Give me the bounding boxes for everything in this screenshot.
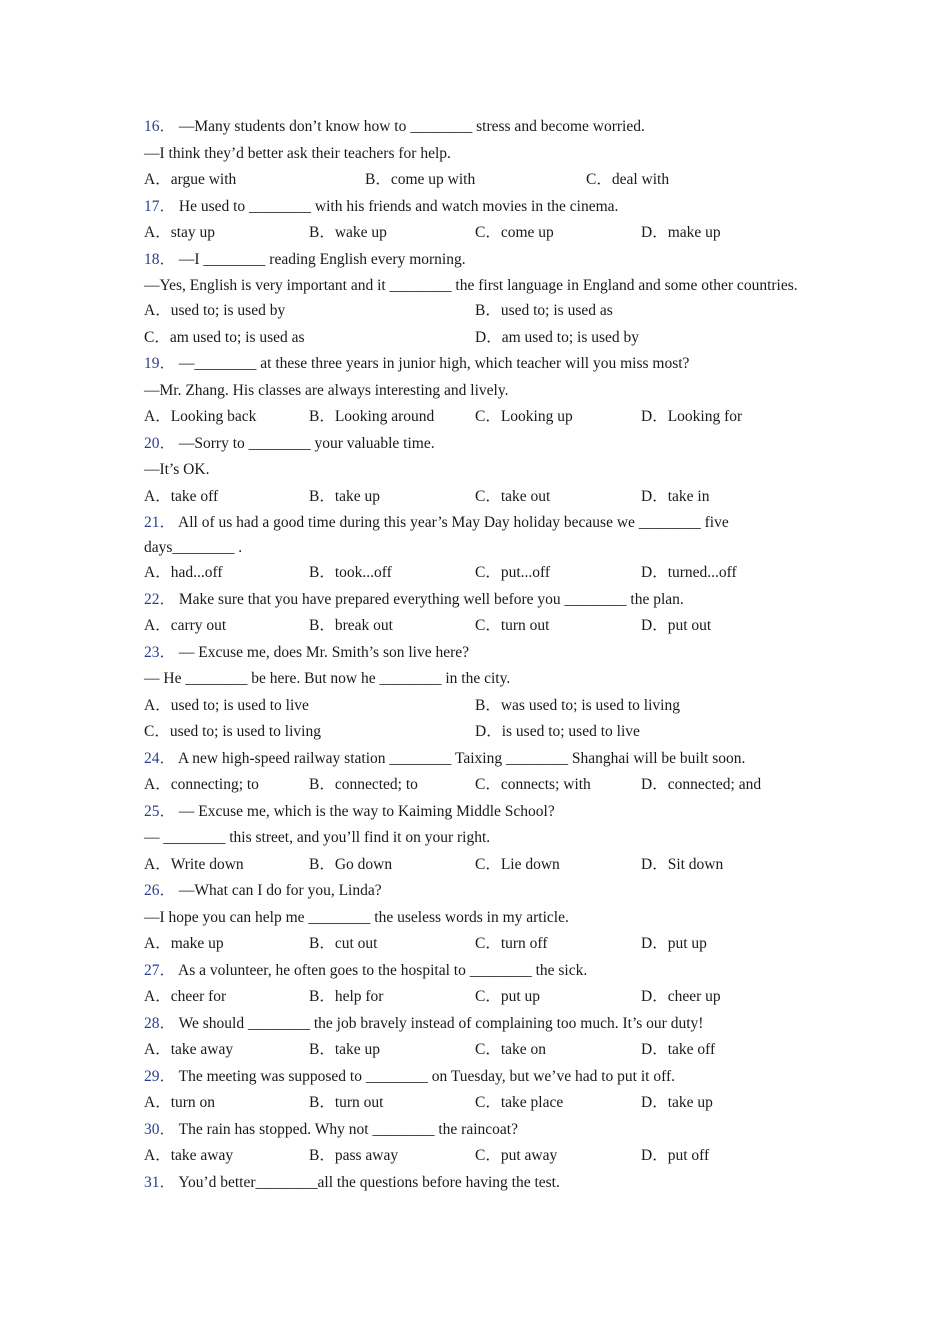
question-text: You’d better________all the questions before having the test. (175, 1173, 560, 1191)
question-list (144, 114, 804, 1196)
option-c[interactable]: C．turn out (475, 617, 550, 634)
option-b[interactable]: B．take up (309, 1041, 381, 1058)
option-c[interactable]: C．am used to; is used as (144, 328, 305, 346)
options-row (144, 613, 804, 640)
option-b[interactable]: B．was used to; is used to living (475, 696, 680, 714)
option-b[interactable]: B．turn out (309, 1094, 384, 1111)
option-c[interactable]: C．connects; with (475, 776, 591, 793)
question (144, 1011, 804, 1064)
question (144, 1117, 804, 1170)
question-text: He used to ________ with his friends and watch movies in the cinema. (175, 197, 619, 215)
question-text: —Many students don’t know how to ________ stress and become worried. (175, 118, 645, 135)
options-row (144, 325, 804, 352)
option-c[interactable]: C．take on (475, 1041, 547, 1058)
option-b[interactable]: B．pass away (309, 1147, 399, 1164)
option-d[interactable]: D．put up (641, 935, 707, 952)
options-row (144, 220, 804, 247)
question-number: 21． (144, 514, 176, 531)
dialogue-line: — He ________ be here. But now he ________ in the city. (144, 670, 511, 687)
question (144, 114, 804, 194)
question-text: —________ at these three years in junior high, which teacher will you miss most? (175, 355, 690, 372)
options-row (144, 560, 804, 587)
option-a[interactable]: A．carry out (144, 617, 227, 634)
option-b[interactable]: B．take up (309, 487, 381, 505)
option-d[interactable]: D．am used to; is used by (475, 328, 640, 346)
option-b[interactable]: B．break out (309, 617, 393, 634)
options-row (144, 852, 804, 879)
option-c[interactable]: C．Lie down (475, 855, 560, 873)
option-a[interactable]: A．used to; is used to live (144, 696, 309, 714)
options-row (144, 404, 804, 431)
question-number: 31． (144, 1173, 176, 1191)
option-d[interactable]: D．turned...off (641, 564, 737, 581)
question-stem (144, 1064, 804, 1091)
option-b[interactable]: B．come up with (365, 171, 476, 188)
question-text: — Excuse me, which is the way to Kaiming Middle School? (175, 802, 555, 820)
option-c[interactable]: C．turn off (475, 935, 548, 952)
question-stem (144, 194, 804, 221)
question-number: 19． (144, 355, 176, 372)
option-d[interactable]: D．take in (641, 487, 710, 505)
question-stem (144, 247, 804, 274)
question-number: 22． (144, 590, 176, 608)
dialogue-line: —Yes, English is very important and it ________ the first language in England and some other countries. (144, 277, 798, 294)
question-number: 27． (144, 961, 176, 979)
option-b[interactable]: B．took...off (309, 564, 392, 581)
option-d[interactable]: D．cheer up (641, 988, 721, 1005)
question-number: 29． (144, 1067, 176, 1085)
question (144, 799, 804, 879)
options-row (144, 693, 804, 720)
option-c[interactable]: C．put up (475, 988, 541, 1005)
options-row (144, 984, 804, 1011)
dialogue-line: —I hope you can help me ________ the useless words in my article. (144, 908, 569, 926)
question (144, 247, 804, 352)
question-stem (144, 1170, 804, 1197)
option-c[interactable]: C．put...off (475, 564, 551, 581)
question-text: The rain has stopped. Why not ________ the raincoat? (175, 1120, 518, 1138)
option-b[interactable]: B．Looking around (309, 408, 435, 425)
question-stem (144, 351, 804, 378)
option-d[interactable]: D．Looking for (641, 408, 743, 425)
question-text: All of us had a good time during this year’s May Day holiday because we ________ five days________ . (144, 514, 729, 556)
option-c[interactable]: C．take place (475, 1094, 564, 1111)
question (144, 587, 804, 640)
question-number: 26． (144, 882, 176, 899)
question-number: 16． (144, 118, 176, 135)
option-d[interactable]: D．make up (641, 224, 721, 241)
option-d[interactable]: D．is used to; used to live (475, 723, 640, 740)
option-b[interactable]: B．help for (309, 988, 384, 1005)
question-stem (144, 1011, 804, 1038)
option-d[interactable]: D．take up (641, 1094, 713, 1111)
question-stem (144, 587, 804, 614)
option-a[interactable]: A．take away (144, 1147, 234, 1164)
question (144, 1064, 804, 1117)
question-text: —Sorry to ________ your valuable time. (175, 434, 435, 452)
question-stem (144, 878, 804, 905)
options-row (144, 298, 804, 325)
question-text: A new high-speed railway station ________ Taixing ________ Shanghai will be built soon. (175, 749, 746, 767)
options-row (144, 1037, 804, 1064)
options-row (144, 1090, 804, 1117)
dialogue-line: —I think they’d better ask their teachers for help. (144, 144, 451, 162)
option-c[interactable]: C．deal with (586, 171, 670, 188)
question-stem (144, 640, 804, 667)
options-row (144, 772, 804, 799)
option-a[interactable]: A．turn on (144, 1094, 216, 1111)
question-stem (144, 114, 804, 141)
question (144, 194, 804, 247)
option-a[interactable]: A．take off (144, 487, 219, 505)
option-a[interactable]: A．used to; is used by (144, 302, 286, 319)
question (144, 1170, 804, 1197)
option-d[interactable]: D．take off (641, 1041, 716, 1058)
option-c[interactable]: C．put away (475, 1147, 558, 1164)
option-b[interactable]: B．wake up (309, 224, 387, 241)
option-b[interactable]: B．Go down (309, 855, 393, 873)
question-text: — Excuse me, does Mr. Smith’s son live here? (175, 643, 470, 661)
option-a[interactable]: A．cheer for (144, 988, 227, 1005)
question-number: 20． (144, 434, 176, 452)
question-stem (144, 431, 804, 458)
question-number: 30． (144, 1120, 176, 1138)
option-d[interactable]: D．Sit down (641, 855, 724, 873)
question (144, 431, 804, 511)
question-stem (144, 958, 804, 985)
option-a[interactable]: A．argue with (144, 171, 237, 188)
question-number: 24． (144, 749, 176, 767)
option-c[interactable]: C．come up (475, 224, 554, 241)
question-text: —I ________ reading English every morning. (175, 250, 466, 268)
options-row (144, 931, 804, 958)
option-c[interactable]: C．used to; is used to living (144, 723, 321, 740)
question (144, 351, 804, 431)
question-stem (144, 1117, 804, 1144)
question-text: Make sure that you have prepared everything well before you ________ the plan. (175, 590, 684, 608)
dialogue-line: —It’s OK. (144, 461, 210, 478)
option-d[interactable]: D．connected; and (641, 776, 762, 793)
question-stem (144, 799, 804, 826)
option-c[interactable]: C．Looking up (475, 408, 573, 425)
question-number: 18． (144, 250, 176, 268)
question (144, 640, 804, 746)
option-d[interactable]: D．put off (641, 1147, 710, 1164)
question-stem (144, 746, 804, 773)
option-b[interactable]: B．used to; is used as (475, 302, 613, 319)
option-b[interactable]: B．cut out (309, 935, 378, 952)
option-d[interactable]: D．put out (641, 617, 712, 634)
options-row (144, 719, 804, 746)
question-text: The meeting was supposed to ________ on Tuesday, but we’ve had to put it off. (175, 1067, 675, 1085)
question (144, 510, 804, 587)
question (144, 746, 804, 799)
option-a[interactable]: A．Looking back (144, 408, 257, 425)
option-a[interactable]: A．take away (144, 1041, 234, 1058)
option-a[interactable]: A．make up (144, 935, 224, 952)
question-text: We should ________ the job bravely instead of complaining too much. It’s our duty! (175, 1014, 704, 1032)
option-a[interactable]: A．connecting; to (144, 776, 259, 793)
dialogue-line: —Mr. Zhang. His classes are always interesting and lively. (144, 381, 509, 399)
question-text: As a volunteer, he often goes to the hospital to ________ the sick. (175, 961, 588, 979)
options-row (144, 484, 804, 511)
options-row (144, 167, 804, 194)
question-number: 25． (144, 802, 176, 820)
option-a[interactable]: A．had...off (144, 564, 223, 581)
question-stem (144, 510, 804, 560)
question (144, 958, 804, 1011)
question-number: 28． (144, 1014, 176, 1032)
dialogue-line: — ________ this street, and you’ll find it on your right. (144, 829, 491, 846)
question-text: —What can I do for you, Linda? (175, 882, 382, 899)
options-row (144, 1143, 804, 1170)
option-a[interactable]: A．Write down (144, 855, 244, 873)
question (144, 878, 804, 958)
option-a[interactable]: A．stay up (144, 224, 216, 241)
question-number: 17． (144, 197, 176, 215)
option-b[interactable]: B．connected; to (309, 776, 418, 793)
question-number: 23． (144, 643, 176, 661)
option-c[interactable]: C．take out (475, 487, 551, 505)
